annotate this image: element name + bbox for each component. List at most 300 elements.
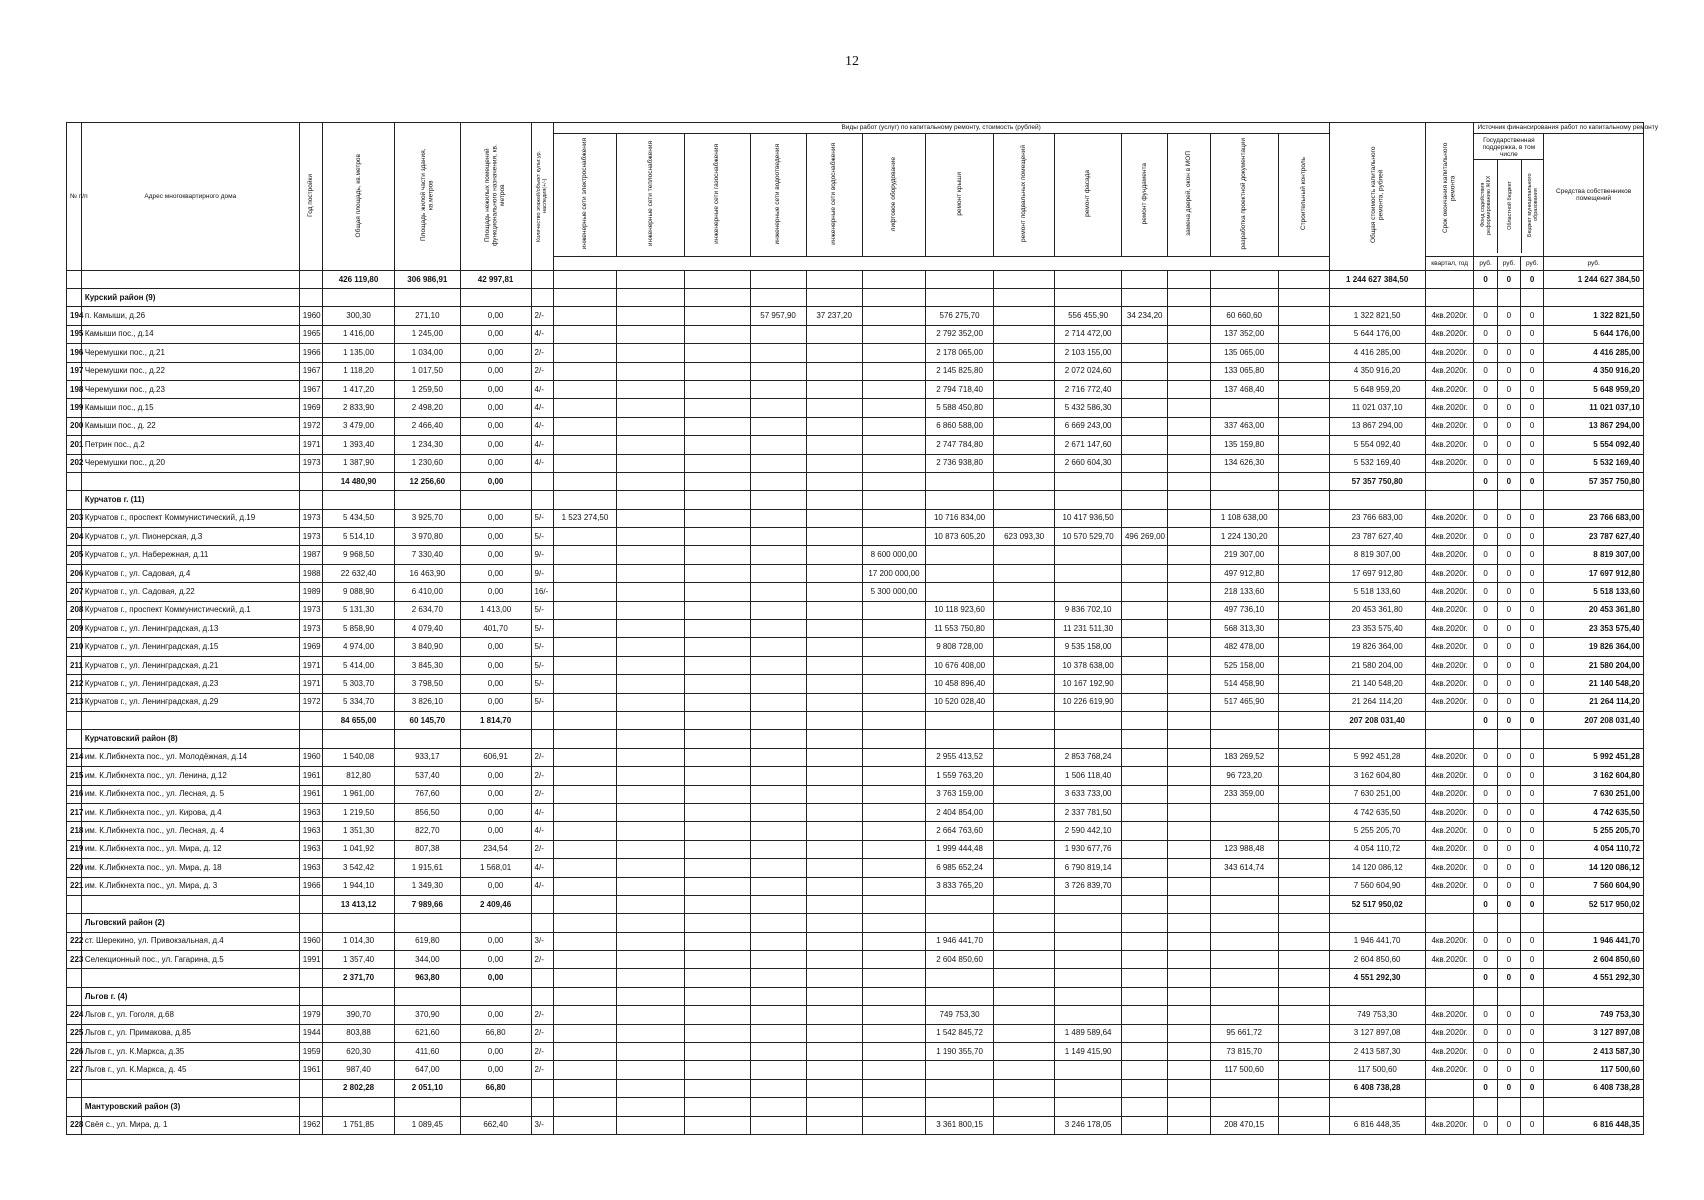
row-work-cost [1055,546,1122,564]
section-blank [750,987,806,1005]
row-work-cost [684,380,750,398]
row-number: 225 [67,1024,82,1042]
row-nonliving-area: 401,70 [460,620,531,638]
row-work-cost [684,785,750,803]
row-work-cost [684,951,750,969]
total-blank [806,711,862,729]
row-total-cost: 21 264 114,20 [1329,693,1425,711]
total-living-area: 12 256,60 [395,472,461,490]
row-owners: 5 554 092,40 [1544,436,1644,454]
total-blank [1278,711,1329,729]
row-work-cost [684,583,750,601]
row-term: 4кв.2020г. [1425,822,1474,840]
row-living-area: 4 079,40 [395,620,461,638]
row-total-area: 1 944,10 [323,877,395,895]
row-work-cost: 10 570 529,70 [1055,528,1122,546]
row-owners: 5 255 205,70 [1544,822,1644,840]
row-work-cost [1121,877,1168,895]
row-work-cost [750,693,806,711]
row-work-cost [617,877,685,895]
header-row-1 [67,123,1644,134]
row-living-area: 3 925,70 [395,509,461,527]
row-work-cost [617,399,685,417]
total-blank [67,969,82,987]
row-work-cost: 9 535 158,00 [1055,638,1122,656]
row-work-cost [684,1061,750,1079]
row-term: 4кв.2020г. [1425,564,1474,582]
row-work-cost: 2 604 850,60 [926,951,994,969]
total-blank [1121,895,1168,913]
row-work-cost [1278,436,1329,454]
section-blank [1425,914,1474,932]
section-blank [299,987,322,1005]
row-number: 212 [67,675,82,693]
total-blank [750,969,806,987]
row-term: 4кв.2020г. [1425,601,1474,619]
row-work-cost [1168,638,1210,656]
row-work-cost [1168,307,1210,325]
row-living-area: 3 798,50 [395,675,461,693]
row-work-cost [806,932,862,950]
total-blank [926,969,994,987]
row-work-cost [806,436,862,454]
table-row [67,859,1644,877]
row-regional: 0 [1497,840,1520,858]
row-floors: 2/- [531,785,553,803]
row-work-cost [617,656,685,674]
section-blank [1521,289,1544,307]
row-address: Камыши пос., д. 22 [81,417,299,435]
total-blank [1168,472,1210,490]
row-work-cost: 96 723,20 [1210,767,1278,785]
row-work-cost [617,601,685,619]
row-work-cost [1168,822,1210,840]
section-blank [67,491,82,509]
row-work-cost [750,638,806,656]
header-nonliving-area: Площадь нежилых помещений функционального назначения, кв. метров [460,123,531,271]
row-work-cost [1121,767,1168,785]
row-work-cost [617,932,685,950]
row-total-cost: 4 350 916,20 [1329,362,1425,380]
section-blank [684,914,750,932]
row-work-cost [1278,951,1329,969]
row-owners: 5 532 169,40 [1544,454,1644,472]
row-address: Черемушки пос., д.23 [81,380,299,398]
row-work-cost [862,601,925,619]
section-row [67,914,1644,932]
row-year: 1971 [299,675,322,693]
section-blank [1121,730,1168,748]
section-name: Курчатовский район (8) [81,730,299,748]
section-name: Льгов г. (4) [81,987,299,1005]
row-work-cost [750,932,806,950]
row-work-cost [993,344,1054,362]
row-work-cost [553,877,616,895]
total-blank [553,969,616,987]
row-work-cost [1055,932,1122,950]
row-term: 4кв.2020г. [1425,1116,1474,1134]
row-number: 202 [67,454,82,472]
row-fund: 0 [1474,803,1497,821]
total-blank [299,895,322,913]
row-work-cost: 1 506 118,40 [1055,767,1122,785]
row-number: 208 [67,601,82,619]
table-row [67,693,1644,711]
section-blank [993,491,1054,509]
row-work-cost [750,1116,806,1134]
row-total-area: 5 414,00 [323,656,395,674]
section-blank [1474,289,1497,307]
section-blank [993,289,1054,307]
row-work-cost [862,528,925,546]
row-number: 210 [67,638,82,656]
section-row [67,987,1644,1005]
row-work-cost: 10 716 834,00 [926,509,994,527]
row-owners: 4 350 916,20 [1544,362,1644,380]
row-total-area: 4 974,00 [323,638,395,656]
row-work-cost [1168,601,1210,619]
section-blank [531,1098,553,1116]
section-blank [1521,491,1544,509]
total-cost: 207 208 031,40 [1329,711,1425,729]
total-blank [993,1079,1054,1097]
row-regional: 0 [1497,620,1520,638]
total-fund: 0 [1474,969,1497,987]
row-work-cost [1278,399,1329,417]
row-owners: 2 604 850,60 [1544,951,1644,969]
row-regional: 0 [1497,1116,1520,1134]
row-term: 4кв.2020г. [1425,546,1474,564]
row-year: 1961 [299,785,322,803]
total-blank [531,711,553,729]
total-blank [1055,472,1122,490]
row-regional: 0 [1497,509,1520,527]
table-row [67,785,1644,803]
row-work-cost [806,1116,862,1134]
row-regional: 0 [1497,1024,1520,1042]
row-work-cost: 3 361 800,15 [926,1116,994,1134]
total-blank [750,1079,806,1097]
row-nonliving-area: 0,00 [460,693,531,711]
row-address: Курчатов г., ул. Ленинградская, д.29 [81,693,299,711]
row-regional: 0 [1497,601,1520,619]
row-owners: 14 120 086,12 [1544,859,1644,877]
row-work-cost [684,436,750,454]
row-owners: 4 742 635,50 [1544,803,1644,821]
row-fund: 0 [1474,877,1497,895]
row-work-cost [617,675,685,693]
row-work-cost [684,675,750,693]
row-work-cost [1121,454,1168,472]
row-work-cost: 3 246 178,05 [1055,1116,1122,1134]
total-fund: 0 [1474,711,1497,729]
row-year: 1971 [299,656,322,674]
section-blank [323,987,395,1005]
row-floors: 2/- [531,1061,553,1079]
row-work-cost [806,859,862,877]
row-work-cost [1278,362,1329,380]
row-number: 211 [67,656,82,674]
row-year: 1960 [299,748,322,766]
row-work-cost [1278,1006,1329,1024]
header-living-area: Площадь жилой части здания, кв.метров [395,123,461,271]
row-number: 226 [67,1043,82,1061]
row-work-cost [750,1061,806,1079]
row-total-area: 1 393,40 [323,436,395,454]
row-total-area: 1 357,40 [323,951,395,969]
total-blank [81,472,299,490]
total-blank [617,969,685,987]
total-blank [750,472,806,490]
row-work-cost [1278,620,1329,638]
row-nonliving-area: 0,00 [460,877,531,895]
row-total-area: 1 118,20 [323,362,395,380]
row-work-cost [553,638,616,656]
row-year: 1960 [299,932,322,950]
row-work-cost [862,822,925,840]
row-year: 1971 [299,436,322,454]
row-total-area: 5 514,10 [323,528,395,546]
row-work-cost [993,951,1054,969]
section-blank [553,987,616,1005]
row-work-cost [617,1043,685,1061]
total-municipal: 0 [1521,895,1544,913]
row-term: 4кв.2020г. [1425,380,1474,398]
row-term: 4кв.2020г. [1425,693,1474,711]
row-work-cost [806,656,862,674]
total-blank [67,1079,82,1097]
row-number: 194 [67,307,82,325]
section-blank [1497,987,1520,1005]
section-blank [460,914,531,932]
row-floors: 16/- [531,583,553,601]
row-nonliving-area: 66,80 [460,1024,531,1042]
row-work-cost [750,822,806,840]
total-blank [1278,895,1329,913]
header-unit-owners: руб. [1544,257,1644,271]
row-municipal: 0 [1521,417,1544,435]
row-nonliving-area: 0,00 [460,564,531,582]
total-blank [993,969,1054,987]
row-total-area: 22 632,40 [323,564,395,582]
grand-total-row [67,271,1644,289]
row-number: 198 [67,380,82,398]
row-total-cost: 19 826 364,00 [1329,638,1425,656]
row-owners: 23 787 627,40 [1544,528,1644,546]
row-fund: 0 [1474,436,1497,454]
row-work-cost: 2 736 938,80 [926,454,994,472]
row-floors: 4/- [531,454,553,472]
row-work-cost [806,1006,862,1024]
row-living-area: 2 634,70 [395,601,461,619]
table-row [67,417,1644,435]
table-row [67,362,1644,380]
row-work-cost [750,546,806,564]
row-work-cost: 2 337 781,50 [1055,803,1122,821]
row-work-cost [1168,1061,1210,1079]
total-blank [1210,1079,1278,1097]
row-work-cost [926,546,994,564]
row-work-cost: 117 500,60 [1210,1061,1278,1079]
row-work-cost: 2 660 604,30 [1055,454,1122,472]
table-row [67,803,1644,821]
header-unit-regional: руб. [1497,257,1520,271]
section-blank [862,987,925,1005]
row-year: 1959 [299,1043,322,1061]
section-blank [1168,914,1210,932]
row-work-cost [617,454,685,472]
section-blank [617,987,685,1005]
row-total-area: 803,88 [323,1024,395,1042]
row-work-cost [750,564,806,582]
header-total-cost: Общая стоимость капитального ремонта, рублей [1329,123,1425,271]
row-floors: 3/- [531,932,553,950]
table-row [67,601,1644,619]
header-floors: Количество этажей/объект культ.ур. наследия(+/-) [531,123,553,271]
row-work-cost [1278,638,1329,656]
section-blank [1210,914,1278,932]
row-year: 1961 [299,1061,322,1079]
row-term: 4кв.2020г. [1425,509,1474,527]
row-address: Курчатов г., ул. Ленинградская, д.21 [81,656,299,674]
row-living-area: 807,38 [395,840,461,858]
row-address: им. К.Либкнехта пос., ул. Ленина, д.12 [81,767,299,785]
row-regional: 0 [1497,675,1520,693]
header-work-9: ремонт фасада [1055,134,1122,257]
row-work-cost [862,840,925,858]
row-work-cost [1210,822,1278,840]
row-floors: 2/- [531,767,553,785]
row-work-cost: 1 489 589,64 [1055,1024,1122,1042]
row-total-area: 9 968,50 [323,546,395,564]
row-work-cost [553,932,616,950]
row-total-area: 1 041,92 [323,840,395,858]
row-work-cost [1168,656,1210,674]
row-term: 4кв.2020г. [1425,325,1474,343]
total-nonliving-area: 1 814,70 [460,711,531,729]
row-term: 4кв.2020г. [1425,675,1474,693]
section-blank [1329,987,1425,1005]
row-work-cost [750,454,806,472]
row-total-cost: 5 255 205,70 [1329,822,1425,840]
row-term: 4кв.2020г. [1425,436,1474,454]
row-work-cost [684,748,750,766]
section-blank [1497,289,1520,307]
row-total-cost: 5 648 959,20 [1329,380,1425,398]
section-blank [993,1098,1054,1116]
section-blank [1474,987,1497,1005]
row-regional: 0 [1497,822,1520,840]
row-work-cost [1278,344,1329,362]
row-work-cost: 3 726 839,70 [1055,877,1122,895]
row-work-cost [750,1006,806,1024]
section-blank [1168,730,1210,748]
row-address: Льгов г., ул. К.Маркса, д. 45 [81,1061,299,1079]
row-total-area: 1 351,30 [323,822,395,840]
row-work-cost: 497 912,80 [1210,564,1278,582]
row-work-cost [862,1024,925,1042]
row-fund: 0 [1474,840,1497,858]
section-blank [1474,491,1497,509]
row-number: 220 [67,859,82,877]
section-blank [1425,289,1474,307]
row-total-area: 1 540,08 [323,748,395,766]
row-work-cost [993,325,1054,343]
row-work-cost [1121,325,1168,343]
total-blank [806,895,862,913]
row-nonliving-area: 1 568,01 [460,859,531,877]
row-term: 4кв.2020г. [1425,1043,1474,1061]
header-state-support [1474,134,1544,257]
row-total-area: 9 088,90 [323,583,395,601]
row-total-cost: 8 819 307,00 [1329,546,1425,564]
row-municipal: 0 [1521,583,1544,601]
row-work-cost [1278,601,1329,619]
header-work-13: Строительный контроль [1278,134,1329,257]
row-work-cost [1168,1043,1210,1061]
row-work-cost: 2 404 854,00 [926,803,994,821]
row-work-cost [617,307,685,325]
section-blank [926,987,994,1005]
row-work-cost [553,951,616,969]
row-nonliving-area: 0,00 [460,399,531,417]
row-work-cost: 37 237,20 [806,307,862,325]
row-work-cost [617,748,685,766]
section-blank [1168,1098,1210,1116]
row-municipal: 0 [1521,877,1544,895]
row-year: 1960 [299,307,322,325]
row-work-cost [750,417,806,435]
table-row [67,951,1644,969]
row-fund: 0 [1474,509,1497,527]
row-work-cost [806,693,862,711]
row-number: 213 [67,693,82,711]
row-work-cost [553,344,616,362]
row-work-cost [1278,675,1329,693]
row-work-cost [993,601,1054,619]
row-total-cost: 6 816 448,35 [1329,1116,1425,1134]
row-work-cost: 514 458,90 [1210,675,1278,693]
row-living-area: 1 349,30 [395,877,461,895]
row-work-cost [1278,546,1329,564]
row-address: им. К.Либкнехта пос., ул. Лесная, д. 5 [81,785,299,803]
row-work-cost [993,436,1054,454]
row-fund: 0 [1474,417,1497,435]
row-work-cost [684,344,750,362]
row-address: Курчатов г., ул. Садовая, д.4 [81,564,299,582]
row-work-cost: 1 523 274,50 [553,509,616,527]
row-work-cost: 233 359,00 [1210,785,1278,803]
total-blank [862,472,925,490]
row-work-cost [1168,951,1210,969]
row-term: 4кв.2020г. [1425,620,1474,638]
row-floors: 2/- [531,951,553,969]
row-work-cost [750,509,806,527]
row-living-area: 647,00 [395,1061,461,1079]
row-fund: 0 [1474,859,1497,877]
row-work-cost: 5 588 450,80 [926,399,994,417]
row-work-cost [862,1043,925,1061]
row-work-cost [1278,1043,1329,1061]
header-state-support-label: Государственная поддержка, в том числе [1474,137,1543,160]
row-municipal: 0 [1521,620,1544,638]
header-work-3: инженерные сети газоснабжения [684,134,750,257]
row-work-cost: 9 836 702,10 [1055,601,1122,619]
row-work-cost [862,859,925,877]
total-blank [1168,969,1210,987]
row-address: п. Камыши, д.26 [81,307,299,325]
section-blank [395,987,461,1005]
